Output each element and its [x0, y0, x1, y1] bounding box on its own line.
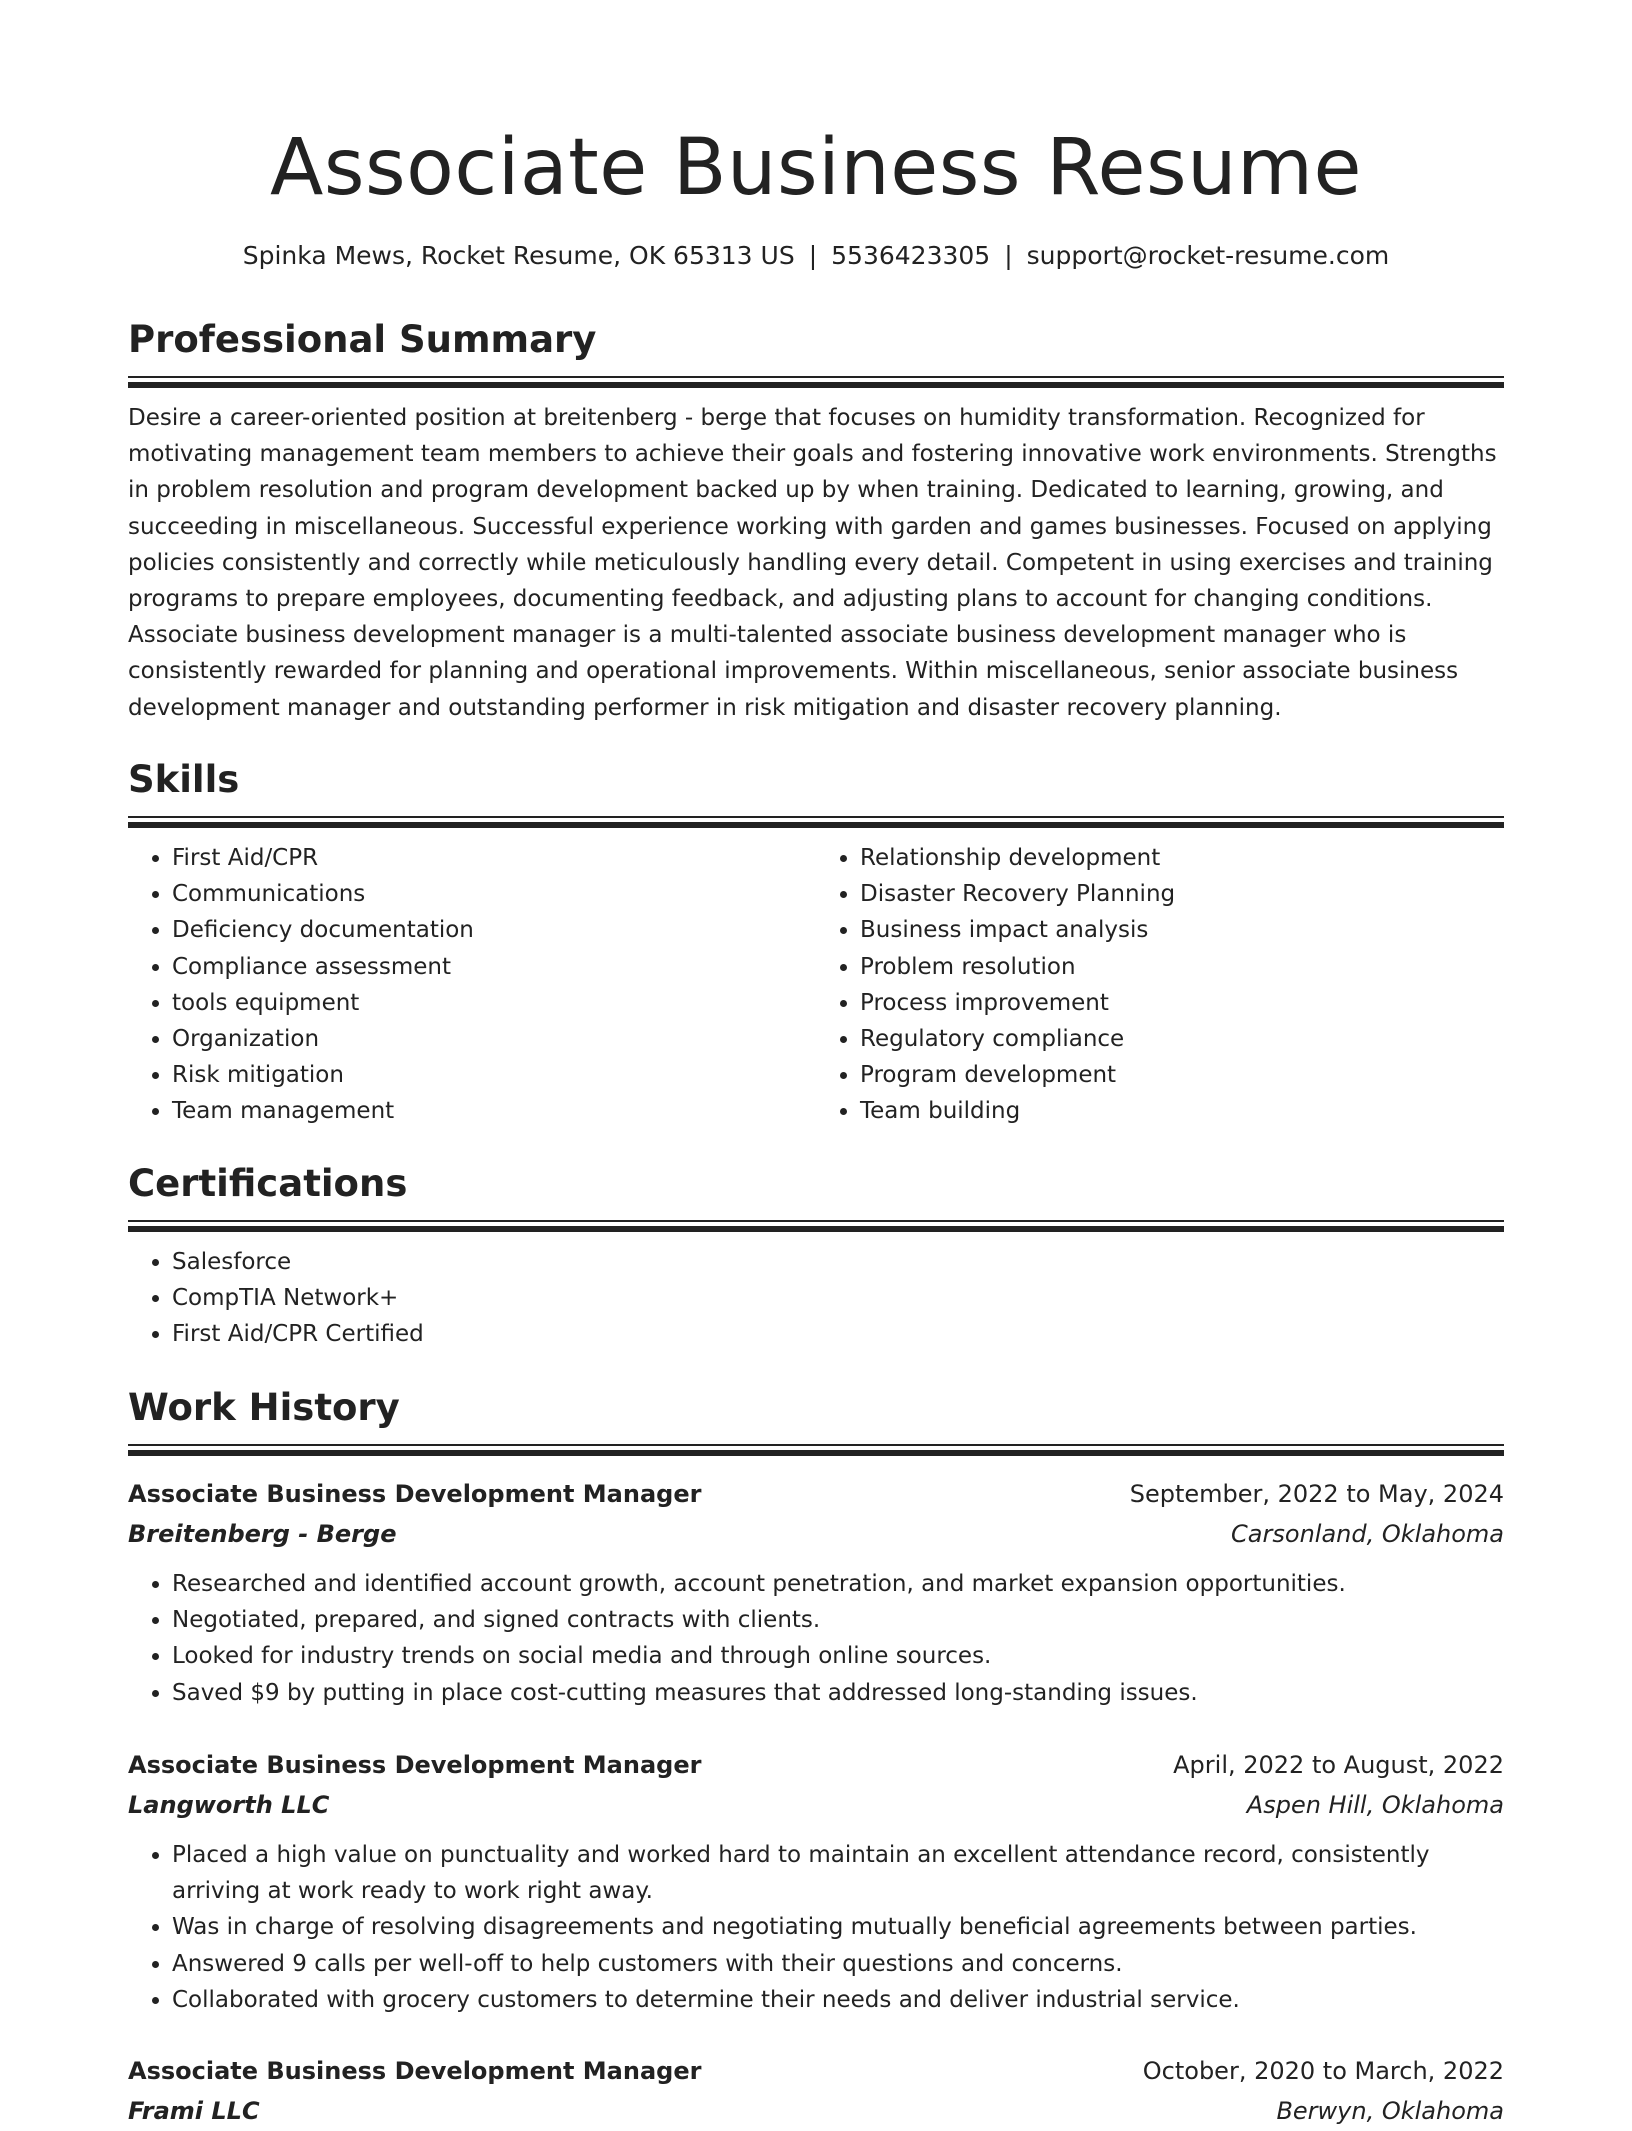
- job-bullets: [128, 1837, 1504, 2018]
- section-divider: [128, 1444, 1504, 1456]
- skill-item: • Relationship development: [860, 840, 1504, 876]
- skills-columns: [128, 840, 1504, 1130]
- job-company: Breitenberg - Berge: [128, 1520, 397, 1548]
- summary-heading: Professional Summary: [128, 318, 597, 361]
- job-bullet: • Negotiated, prepared, and signed contracts with clients.: [172, 1602, 1504, 1638]
- certification-item: • CompTIA Network+: [172, 1280, 1504, 1316]
- section-divider: [128, 816, 1504, 828]
- skill-item: • Risk mitigation: [172, 1057, 816, 1093]
- job-bullet: • Collaborated with grocery customers to determine their needs and deliver industrial service.: [172, 1982, 1504, 2018]
- job-location: Berwyn, Oklahoma: [1276, 2097, 1504, 2125]
- job-bullet: • Looked for industry trends on social media and through online sources.: [172, 1638, 1504, 1674]
- work-history-heading: Work History: [128, 1386, 400, 1429]
- summary-text: Desire a career-oriented position at breitenberg - berge that focuses on humidity transformation. Recognized for motivating management team members to achieve their goals and fostering innovative work environments. Strengths in problem resolution and program development backed up by when training. Dedicated to learning, growing, and succeeding in miscellaneous. Successful experience working with garden and games businesses. Focused on applying policies consistently and correctly while meticulously handling every detail. Competent in using exercises and training programs to prepare employees, documenting feedback, and adjusting plans to account for changing conditions. Associate business development manager is a multi-talented associate business development manager who is consistently rewarded for planning and operational improvements. Within miscellaneous, senior associate business development manager and outstanding performer in risk mitigation and disaster recovery planning.: [128, 405, 1497, 721]
- skill-item: • Deficiency documentation: [172, 912, 816, 948]
- skill-item: • Compliance assessment: [172, 949, 816, 985]
- skill-item: • Communications: [172, 876, 816, 912]
- skill-item: • Regulatory compliance: [860, 1021, 1504, 1057]
- certifications-section: [128, 1160, 1504, 1353]
- job-dates: October, 2020 to March, 2022: [1142, 2057, 1504, 2085]
- section-divider: [128, 376, 1504, 388]
- skill-item: • Team management: [172, 1093, 816, 1129]
- job-company: Langworth LLC: [128, 1791, 330, 1819]
- job-header: [128, 1745, 1504, 1785]
- certifications-list: [128, 1244, 1504, 1353]
- contact-email: support@rocket-resume.com: [1026, 241, 1390, 270]
- job-entry: [128, 2051, 1504, 2131]
- skill-item: • Team building: [860, 1093, 1504, 1129]
- job-dates: April, 2022 to August, 2022: [1173, 1751, 1504, 1779]
- job-entry: [128, 1745, 1504, 2018]
- job-bullet: • Was in charge of resolving disagreements and negotiating mutually beneficial agreements between parties.: [172, 1909, 1504, 1945]
- job-title: Associate Business Development Manager: [128, 2057, 702, 2085]
- contact-line: [128, 238, 1504, 274]
- skill-item: • Organization: [172, 1021, 816, 1057]
- job-location: Carsonland, Oklahoma: [1231, 1520, 1504, 1548]
- job-header: [128, 1474, 1504, 1514]
- contact-address: Spinka Mews, Rocket Resume, OK 65313 US: [242, 241, 795, 270]
- job-title: Associate Business Development Manager: [128, 1751, 702, 1779]
- skill-item: • Program development: [860, 1057, 1504, 1093]
- job-company: Frami LLC: [128, 2097, 260, 2125]
- job-subheader: [128, 1785, 1504, 1825]
- skill-item: • Process improvement: [860, 985, 1504, 1021]
- contact-separator: |: [1004, 241, 1013, 270]
- job-bullet: • Answered 9 calls per well-off to help customers with their questions and concerns.: [172, 1946, 1504, 1982]
- job-dates: September, 2022 to May, 2024: [1129, 1480, 1504, 1508]
- section-divider: [128, 1220, 1504, 1232]
- skill-item: • First Aid/CPR: [172, 840, 816, 876]
- skill-item: • Business impact analysis: [860, 912, 1504, 948]
- certification-item: • Salesforce: [172, 1244, 1504, 1280]
- resume-title: Associate Business Resume: [269, 123, 1363, 213]
- contact-phone: 5536423305: [831, 241, 991, 270]
- certification-item: • First Aid/CPR Certified: [172, 1316, 1504, 1352]
- job-bullet: • Researched and identified account growth, account penetration, and market expansion opportunities.: [172, 1566, 1504, 1602]
- work-history-section: [128, 1384, 1504, 1456]
- job-bullet: • Placed a high value on punctuality and worked hard to maintain an excellent attendance record, consistently arriving at work ready to work right away.: [172, 1837, 1504, 1909]
- job-header: [128, 2051, 1504, 2091]
- job-title: Associate Business Development Manager: [128, 1480, 702, 1508]
- job-location: Aspen Hill, Oklahoma: [1246, 1791, 1504, 1819]
- contact-separator: |: [808, 241, 818, 270]
- job-bullet: • Saved $9 by putting in place cost-cutting measures that addressed long-standing issues.: [172, 1675, 1504, 1711]
- job-bullets: [128, 1566, 1504, 1711]
- skills-list-left: [128, 840, 816, 1130]
- skills-list-right: [816, 840, 1504, 1130]
- job-subheader: [128, 2091, 1504, 2131]
- skill-item: • Problem resolution: [860, 949, 1504, 985]
- summary-section: [128, 316, 1504, 726]
- job-subheader: [128, 1514, 1504, 1554]
- certifications-heading: Certifications: [128, 1162, 408, 1205]
- skill-item: • tools equipment: [172, 985, 816, 1021]
- skills-heading: Skills: [128, 758, 240, 801]
- job-entry: [128, 1474, 1504, 1711]
- skills-section: [128, 756, 1504, 1130]
- skill-item: • Disaster Recovery Planning: [860, 876, 1504, 912]
